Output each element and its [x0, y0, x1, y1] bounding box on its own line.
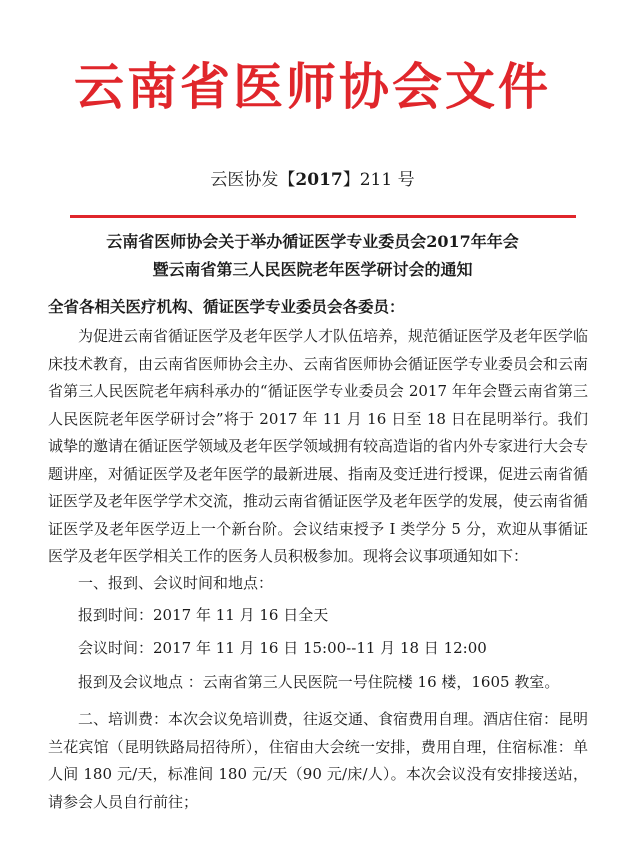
intro-paragraph: 为促进云南省循证医学及老年医学人才队伍培养，规范循证医学及老年医学临床技术教育，由云南省医师协会主办、云南省医师协会循证医学专业委员会和云南省第三人民医院老年病科承办的“循证医学专业委员会 2017 年年会暨云南省第三人民医院老年医学研讨会”将于 2017 年 11 月 16 日至 18 日在昆明举行。我们诚挚的邀请在循证医学领域及老年医学领域拥有较高造诣的省内外专家进行大会专题讲座，对循证医学及老年医学的最新进展、指南及变迁进行授课，促进云南省循证医学及老年医学学术交流，推动云南省循证医学及老年医学的发展，使云南省循证医学及老年医学迈上一个新台阶。会议结束授予 I 类学分 5 分，欢迎从事循证医学及老年医学相关工作的医务人员积极参加。现将会议事项通知如下： [48, 327, 589, 565]
document-number [0, 172, 625, 189]
document-number-year: 2017 [295, 170, 343, 190]
meeting-location: 报到及会议地点 ：云南省第三人民医院一号住院楼 16 楼，1605 教室。 [78, 673, 560, 691]
document-number-suffix: 】211 号 [342, 170, 415, 190]
document-number-prefix: 云医协发【 [210, 170, 296, 190]
document-header-title: 云南省医师协会文件 [74, 57, 551, 116]
section1-heading: 一、报到、会议时间和地点： [78, 574, 274, 592]
salutation: 全省各相关医疗机构、循证医学专业委员会各委员： [48, 297, 405, 316]
meeting-time: 会议时间：2017 年 11 月 16 日 15:00--11 月 18 日 12:00 [78, 639, 487, 657]
registration-time: 报到时间：2017 年 11 月 16 日全天 [78, 606, 329, 624]
red-divider-line [70, 215, 576, 218]
notice-title-line1: 云南省医师协会关于举办循证医学专业委员会2017年年会 [106, 232, 519, 251]
notice-title-line2: 暨云南省第三人民医院老年医学研讨会的通知 [152, 260, 473, 279]
section2-paragraph: 二、培训费：本次会议免培训费，往返交通、食宿费用自理。酒店住宿：昆明兰花宾馆（昆明铁路局招待所），住宿由大会统一安排，费用自理，住宿标准：单人间 180 元/天，标准间 180 元/天（90 元/床/人）。本次会议没有安排接送站，请参会人员自行前往； [48, 710, 589, 811]
